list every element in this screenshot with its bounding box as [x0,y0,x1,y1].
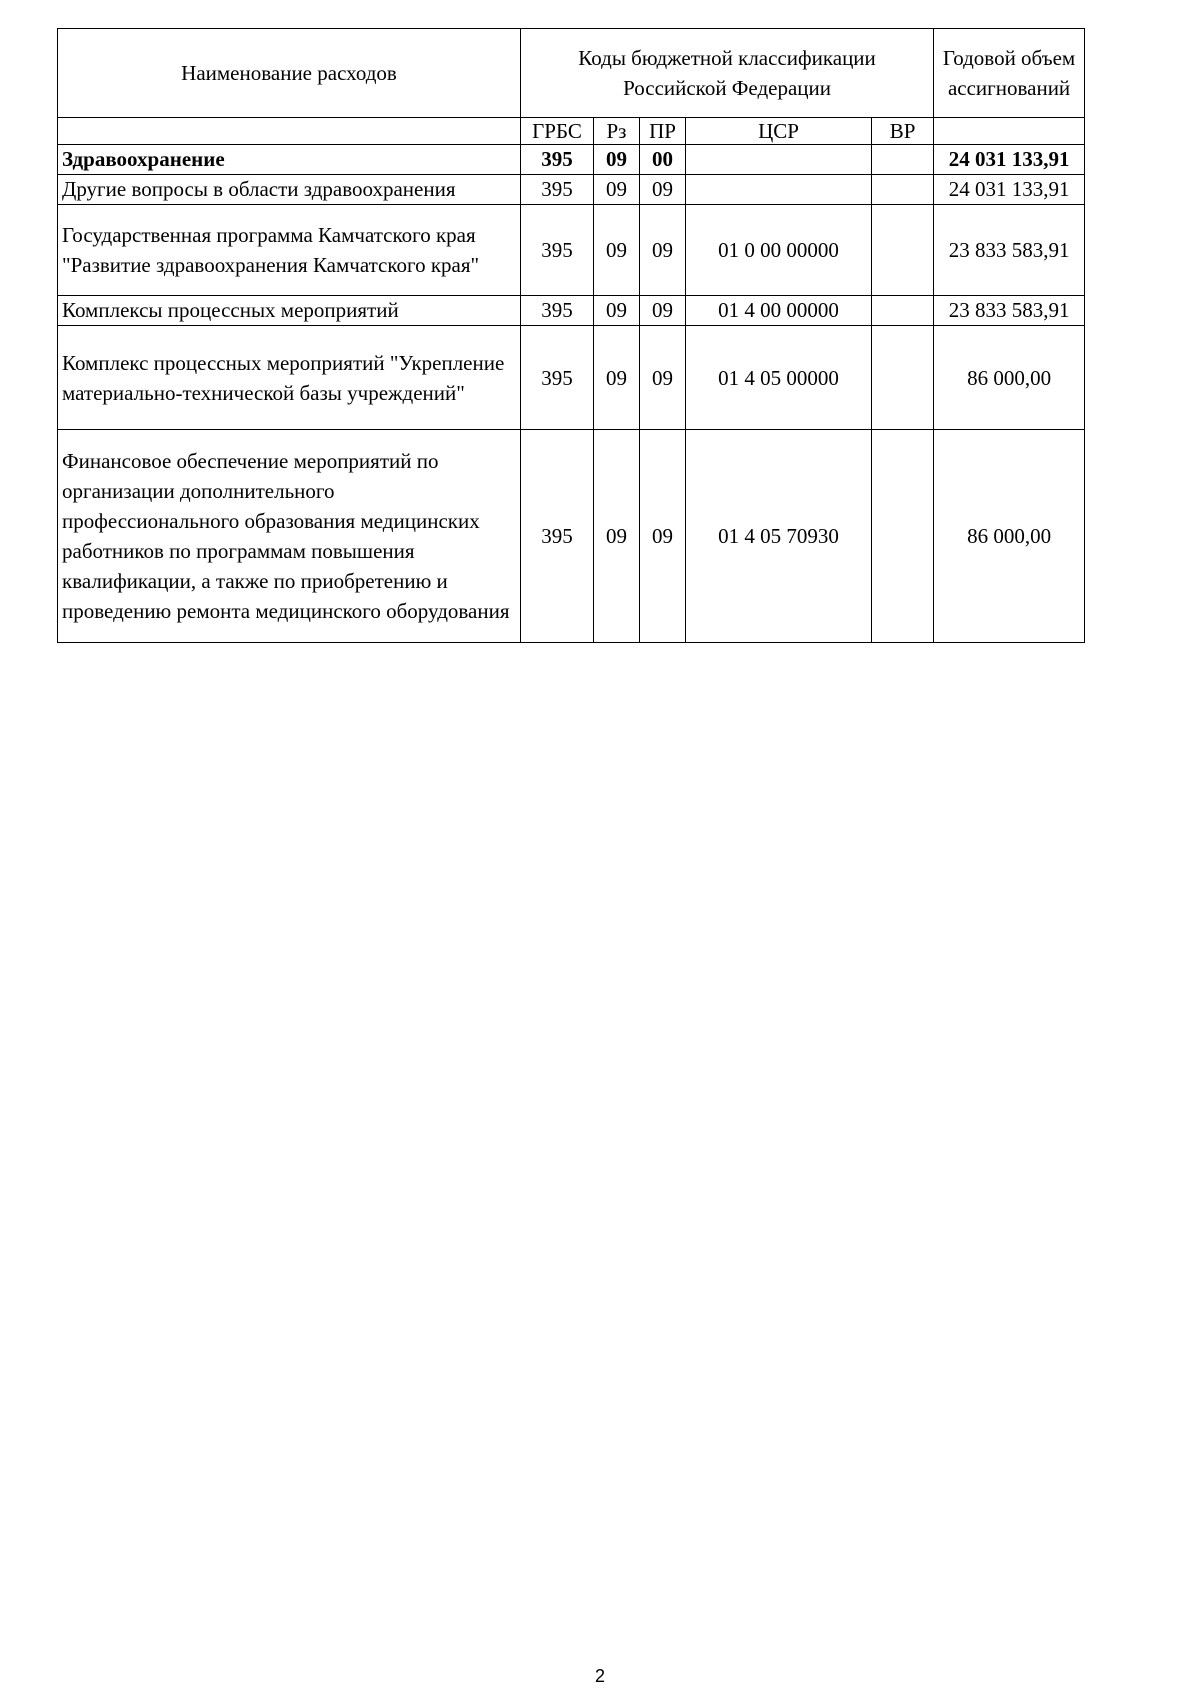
row-rz: 09 [594,326,640,430]
row-amount: 23 833 583,91 [934,205,1085,296]
header-pr: ПР [640,118,686,145]
table-row [58,326,1085,430]
row-rz: 09 [594,205,640,296]
page-number: 2 [594,1666,605,1686]
row-pr: 09 [640,430,686,643]
header-name-sub [58,118,521,145]
row-grbs: 395 [521,296,594,326]
header-csr: ЦСР [686,118,872,145]
row-amount: 86 000,00 [934,430,1085,643]
row-grbs: 395 [521,430,594,643]
row-name: Комплексы процессных мероприятий [58,296,521,326]
header-amount: Годовой объем ассигнований [934,29,1085,118]
row-grbs: 395 [521,326,594,430]
row-rz: 09 [594,145,640,175]
row-pr: 09 [640,205,686,296]
header-codes-group: Коды бюджетной классификации Российской Федерации [521,29,934,118]
row-name: Здравоохранение [58,145,521,175]
row-csr: 01 4 05 00000 [686,326,872,430]
row-amount: 24 031 133,91 [934,145,1085,175]
row-rz: 09 [594,430,640,643]
row-name: Государственная программа Камчатского края "Развитие здравоохранения Камчатского края" [58,205,521,296]
budget-sheet [57,28,1085,643]
header-name: Наименование расходов [58,29,521,118]
row-csr [686,145,872,175]
row-grbs: 395 [521,175,594,205]
row-grbs: 395 [521,205,594,296]
row-vr [872,145,934,175]
row-pr: 00 [640,145,686,175]
row-pr: 09 [640,175,686,205]
header-rz: Рз [594,118,640,145]
row-vr [872,296,934,326]
row-amount: 86 000,00 [934,326,1085,430]
row-csr: 01 4 00 00000 [686,296,872,326]
header-vr: ВР [872,118,934,145]
header-amount-sub [934,118,1085,145]
row-vr [872,205,934,296]
row-name: Финансовое обеспечение мероприятий по организации дополнительного профессионального образования медицинских работников по программам повышения квалификации, а также по приобретению и проведению ремонта медицинского оборудования [58,430,521,643]
row-vr [872,326,934,430]
header-row-codes [58,118,1085,145]
row-pr: 09 [640,326,686,430]
row-csr: 01 0 00 00000 [686,205,872,296]
table-row [58,175,1085,205]
table-row [58,430,1085,643]
table-row [58,296,1085,326]
row-rz: 09 [594,175,640,205]
row-name: Другие вопросы в области здравоохранения [58,175,521,205]
row-csr: 01 4 05 70930 [686,430,872,643]
row-amount: 24 031 133,91 [934,175,1085,205]
row-vr [872,430,934,643]
row-rz: 09 [594,296,640,326]
row-name: Комплекс процессных мероприятий "Укрепление материально-технической базы учреждений" [58,326,521,430]
row-csr [686,175,872,205]
budget-table [57,28,1085,643]
row-pr: 09 [640,296,686,326]
row-amount: 23 833 583,91 [934,296,1085,326]
table-row [58,205,1085,296]
row-grbs: 395 [521,145,594,175]
header-row-main [58,29,1085,118]
row-vr [872,175,934,205]
table-row [58,145,1085,175]
header-grbs: ГРБС [521,118,594,145]
